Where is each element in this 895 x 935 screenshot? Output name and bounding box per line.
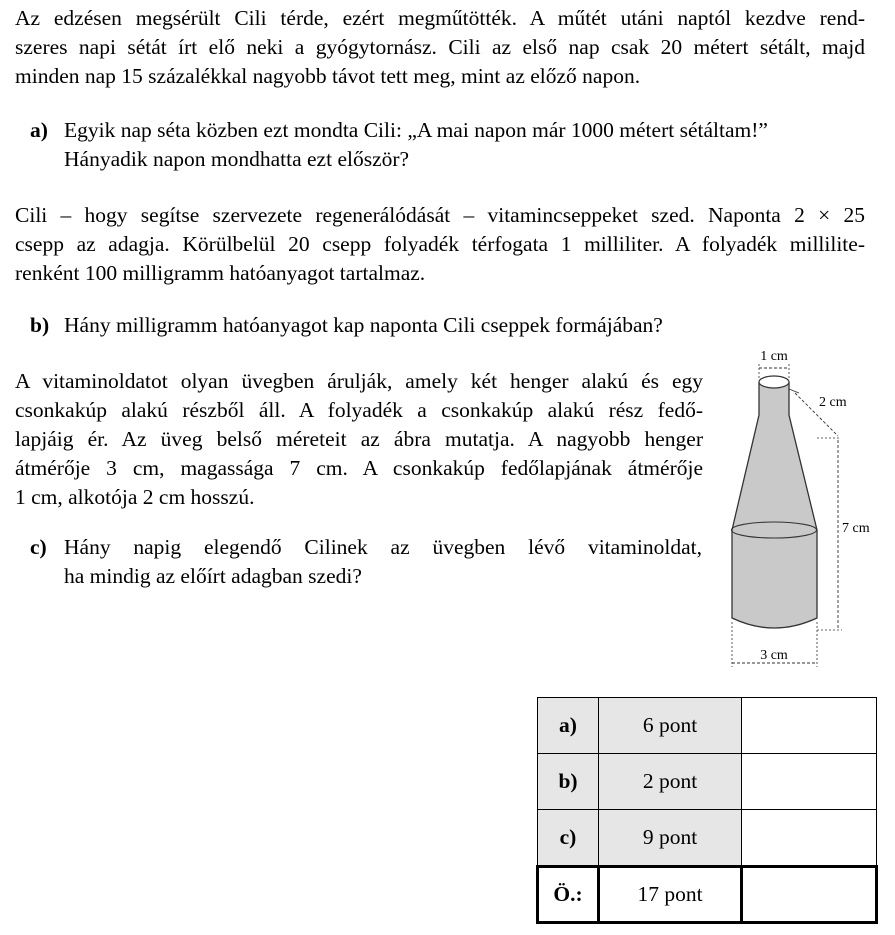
- question-c-label: c): [30, 535, 47, 559]
- vitamin-line: Cili – hogy segítse szervezete regenerálódását – vitamincseppeket szed. Naponta 2 × 25: [15, 203, 865, 227]
- intro-line: szeres napi sétát írt elő neki a gyógytornász. Cili az első nap csak 20 métert sétált, majd: [15, 35, 865, 59]
- intro-line: minden nap 15 százalékkal nagyobb távot tett meg, mint az előző napon.: [15, 64, 641, 88]
- question-c-line: ha mindig az előírt adagban szedi?: [64, 564, 362, 588]
- bottle-line: 1 cm, alkotója 2 cm hosszú.: [15, 485, 255, 509]
- question-b-label: b): [30, 313, 50, 337]
- bottle-line: lapjáig ér. Az üveg belső méreteit az ábra mutatja. A nagyobb henger: [15, 427, 703, 451]
- score-row: [538, 810, 877, 867]
- vitamin-paragraph: [15, 201, 865, 288]
- score-row-blank: [742, 698, 877, 754]
- bottle-outline: [732, 382, 817, 628]
- score-row: [538, 754, 877, 810]
- score-row: [538, 698, 877, 754]
- score-row-label: c): [538, 810, 599, 867]
- neck-top-ellipse: [759, 376, 789, 388]
- score-row-blank: [742, 754, 877, 810]
- question-a-line: Egyik nap séta közben ezt mondta Cili: „A mai napon már 1000 métert sétáltam!”: [64, 118, 768, 142]
- bottle-line: A vitaminoldatot olyan üvegben árulják, amely két henger alakú és egy: [15, 369, 703, 393]
- score-total-label: Ö.:: [538, 867, 599, 923]
- bottom-dimension-label: 3 cm: [760, 648, 788, 663]
- question-a-line: Hányadik napon mondhatta ezt először?: [64, 147, 410, 171]
- score-row-points: 9 pont: [599, 810, 742, 867]
- score-total-blank: [742, 867, 877, 923]
- intro-line: Az edzésen megsérült Cili térde, ezért megműtötték. A műtét utáni naptól kezdve rend-: [15, 6, 865, 30]
- question-b-text: Hány milligramm hatóanyagot kap naponta Cili cseppek formájában?: [64, 313, 663, 337]
- score-row-label: a): [538, 698, 599, 754]
- score-row-points: 6 pont: [599, 698, 742, 754]
- question-c-line: Hány napig elegendő Cilinek az üvegben lévő vitaminoldat,: [64, 535, 702, 559]
- top-dimension-label: 1 cm: [760, 349, 788, 364]
- score-row-points: 2 pont: [599, 754, 742, 810]
- intro-paragraph: [15, 4, 865, 91]
- bottle-body: [732, 376, 818, 628]
- bottle-line: átmérője 3 cm, magassága 7 cm. A csonkakúp fedőlapjának átmérője: [15, 456, 703, 480]
- score-total-points: 17 pont: [599, 867, 742, 923]
- question-a-label: a): [30, 118, 48, 142]
- score-row-label: b): [538, 754, 599, 810]
- vitamin-line: renként 100 milligramm hatóanyagot tartalmaz.: [15, 261, 426, 285]
- score-total-row: [538, 867, 877, 923]
- slant-dimension-label: 2 cm: [819, 395, 847, 410]
- score-row-blank: [742, 810, 877, 867]
- height-dimension-label: 7 cm: [842, 521, 870, 536]
- vitamin-line: csepp az adagja. Körülbelül 20 csepp folyadék térfogata 1 milliliter. A folyadék millilite-: [15, 232, 865, 256]
- bottle-paragraph: [15, 367, 703, 512]
- bottle-line: csonkakúp alakú részből áll. A folyadék a csonkakúp alakú rész fedő-: [15, 398, 703, 422]
- score-table: [536, 697, 878, 924]
- height-dimension: [817, 440, 842, 630]
- bottle-figure: [718, 340, 888, 670]
